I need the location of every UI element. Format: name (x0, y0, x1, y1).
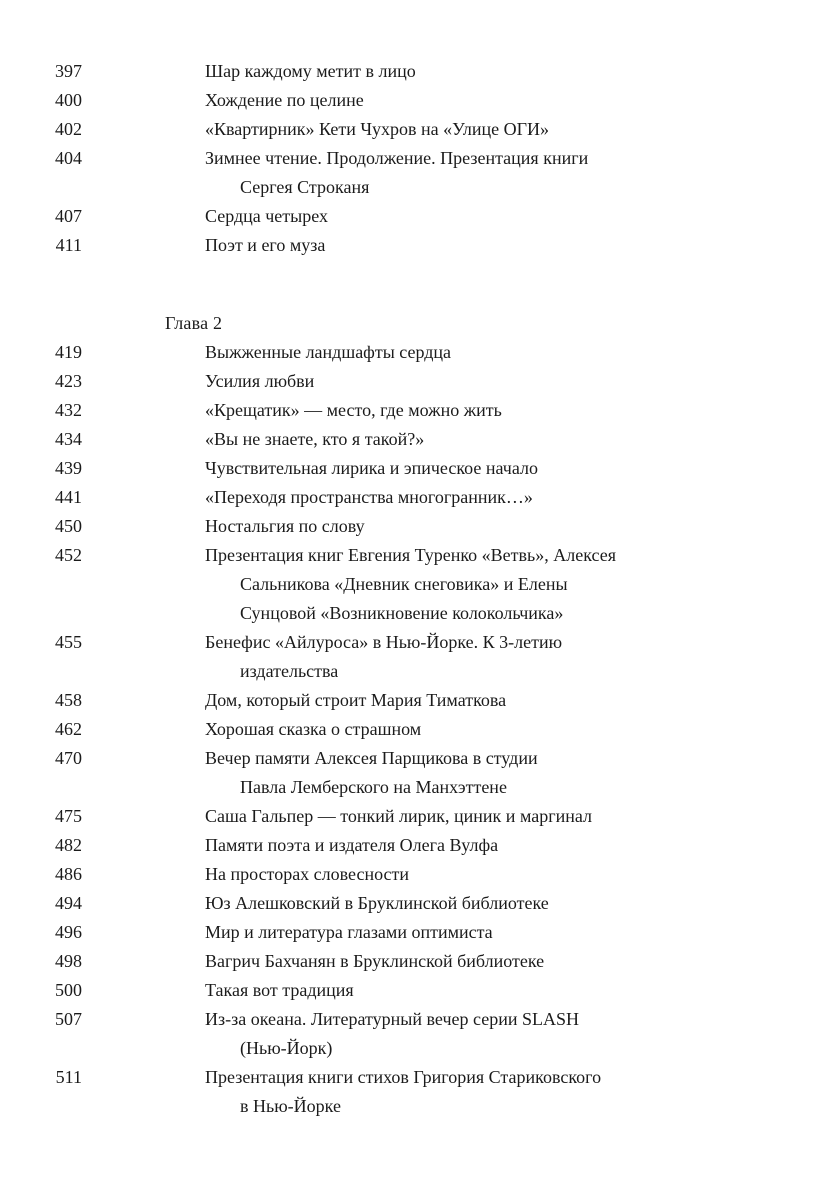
entry-title-line: Усилия любви (205, 371, 315, 391)
page-number: 462 (55, 719, 82, 739)
entry-title-line: Такая вот традиция (205, 980, 354, 1000)
entry-title-line: Мир и литература глазами оптимиста (205, 922, 493, 942)
entry-title (205, 425, 424, 454)
entry-title (205, 628, 562, 686)
entry-title (205, 802, 592, 831)
entry-title-continuation: Сальникова «Дневник снеговика» и Елены (240, 574, 568, 594)
entry-title-line: Поэт и его муза (205, 235, 326, 255)
entry-title (205, 918, 493, 947)
entry-title-continuation: Сунцовой «Возникновение колокольчика» (240, 603, 564, 623)
entry-title-line: Презентация книг Евгения Туренко «Ветвь», Алексея (205, 545, 616, 565)
entry-title-continuation: в Нью-Йорке (240, 1096, 341, 1116)
entry-title (205, 744, 538, 802)
toc-entry (0, 686, 825, 715)
page-number: 434 (55, 429, 82, 449)
toc-entry (0, 628, 825, 686)
toc-entry (0, 802, 825, 831)
entry-title-line: «Переходя пространства многогранник…» (205, 487, 533, 507)
page-number: 455 (55, 632, 82, 652)
toc-entry (0, 512, 825, 541)
toc-entry (0, 483, 825, 512)
chapter-heading: Глава 2 (165, 313, 223, 333)
page-number: 496 (55, 922, 82, 942)
entry-title (205, 202, 328, 231)
page-number: 402 (55, 119, 82, 139)
entry-title (205, 715, 421, 744)
entry-title (205, 338, 451, 367)
entry-title-line: Сердца четырех (205, 206, 329, 226)
entry-title (205, 115, 549, 144)
page-number: 419 (55, 342, 82, 362)
entry-title-line: «Вы не знаете, кто я такой?» (205, 429, 425, 449)
toc-entry (0, 976, 825, 1005)
page-number: 458 (55, 690, 82, 710)
page-number: 400 (55, 90, 82, 110)
entry-title (205, 831, 498, 860)
toc-entry (0, 425, 825, 454)
toc-entry (0, 947, 825, 976)
page-number: 511 (55, 1067, 82, 1087)
entry-title (205, 1005, 579, 1063)
entry-title-line: Ностальгия по слову (205, 516, 365, 536)
toc-entry (0, 231, 825, 260)
entry-title-line: «Крещатик» — место, где можно жить (205, 400, 502, 420)
toc-entry (0, 1005, 825, 1063)
entry-title-line: Хождение по целине (205, 90, 364, 110)
entry-title (205, 396, 502, 425)
page-number: 397 (55, 61, 82, 81)
toc-entry (0, 367, 825, 396)
toc-entry (0, 454, 825, 483)
entry-title (205, 144, 588, 202)
page-number: 432 (55, 400, 82, 420)
toc-entry (0, 1063, 825, 1121)
page-number: 439 (55, 458, 82, 478)
page-number: 404 (55, 148, 82, 168)
entry-title-line: Бенефис «Айлуроса» в Нью-Йорке. К 3-летию (205, 632, 563, 652)
page-number: 498 (55, 951, 82, 971)
entry-title-line: «Квартирник» Кети Чухров на «Улице ОГИ» (205, 119, 550, 139)
page-number: 441 (55, 487, 82, 507)
entry-title (205, 86, 364, 115)
entry-title (205, 1063, 601, 1121)
toc-entry (0, 202, 825, 231)
entry-title-line: Из-за океана. Литературный вечер серии SLASH (205, 1009, 579, 1029)
toc-entry (0, 918, 825, 947)
entry-title-line: Юз Алешковский в Бруклинской библиотеке (205, 893, 549, 913)
toc-entry (0, 57, 825, 86)
entry-title-line: Памяти поэта и издателя Олега Вулфа (205, 835, 499, 855)
entry-title (205, 860, 409, 889)
entry-title-line: Выжженные ландшафты сердца (205, 342, 452, 362)
page-number: 470 (55, 748, 82, 768)
toc-entry (0, 715, 825, 744)
entry-title-line: Презентация книги стихов Григория Стариковского (205, 1067, 602, 1087)
toc-entry (0, 831, 825, 860)
entry-title (205, 541, 616, 628)
entry-title-line: Хорошая сказка о страшном (205, 719, 422, 739)
page-number: 494 (55, 893, 82, 913)
page-number: 423 (55, 371, 82, 391)
entry-title-line: Дом, который строит Мария Тиматкова (205, 690, 507, 710)
entry-title (205, 57, 416, 86)
entry-title-line: Вечер памяти Алексея Парщикова в студии (205, 748, 538, 768)
entry-title-line: Вагрич Бахчанян в Бруклинской библиотеке (205, 951, 545, 971)
toc-entry (0, 744, 825, 802)
toc-entry (0, 144, 825, 202)
toc-entry (0, 338, 825, 367)
table-of-contents (0, 57, 825, 1121)
entry-title (205, 889, 549, 918)
toc-entry (0, 889, 825, 918)
page-number: 486 (55, 864, 82, 884)
toc-entry (0, 396, 825, 425)
page-number: 450 (55, 516, 82, 536)
toc-entries (0, 338, 825, 1121)
page-number: 500 (55, 980, 82, 1000)
entry-title-line: Чувствительная лирика и эпическое начало (205, 458, 538, 478)
entry-title-continuation: издательства (240, 661, 339, 681)
page-number: 407 (55, 206, 82, 226)
entry-title-continuation: Сергея Строканя (240, 177, 370, 197)
toc-entry (0, 860, 825, 889)
page-number: 507 (55, 1009, 82, 1029)
page-number: 452 (55, 545, 82, 565)
entry-title (205, 512, 365, 541)
toc-entry (0, 541, 825, 628)
toc-section (0, 309, 825, 1121)
entry-title-continuation: Павла Лемберского на Манхэттене (240, 777, 507, 797)
entry-title (205, 454, 538, 483)
toc-entry (0, 115, 825, 144)
toc-entry (0, 86, 825, 115)
entry-title-line: Саша Гальпер — тонкий лирик, циник и маргинал (205, 806, 592, 826)
entry-title (205, 367, 314, 396)
entry-title (205, 231, 325, 260)
entry-title-line: На просторах словесности (205, 864, 410, 884)
entry-title-line: Шар каждому метит в лицо (205, 61, 416, 81)
toc-section (0, 57, 825, 260)
entry-title (205, 483, 533, 512)
page-number: 475 (55, 806, 82, 826)
entry-title (205, 686, 506, 715)
entry-title (205, 947, 544, 976)
entry-title (205, 976, 354, 1005)
toc-entries (0, 57, 825, 260)
entry-title-continuation: (Нью-Йорк) (240, 1038, 333, 1058)
page-number: 411 (55, 235, 82, 255)
page-number: 482 (55, 835, 82, 855)
entry-title-line: Зимнее чтение. Продолжение. Презентация книги (205, 148, 589, 168)
